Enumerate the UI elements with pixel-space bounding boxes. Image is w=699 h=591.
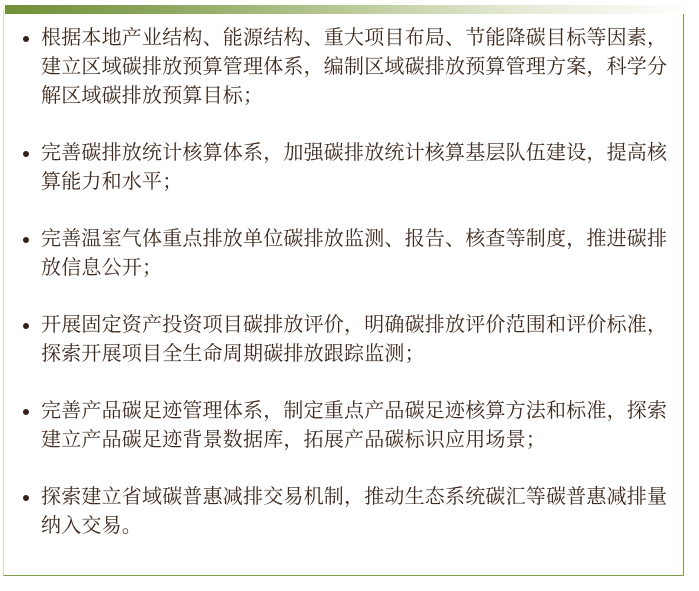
bullet-text: 开展固定资产投资项目碳排放评价，明确碳排放评价范围和评价标准，探索开展项目全生命周期碳排放跟踪监测； — [41, 314, 668, 365]
bullet-text: 根据本地产业结构、能源结构、重大项目布局、节能降碳目标等因素，建立区域碳排放预算管理体系，编制区域碳排放预算管理方案，科学分解区域碳排放预算目标； — [41, 27, 668, 107]
bullet-item — [21, 397, 669, 455]
bullet-text: 完善产品碳足迹管理体系，制定重点产品碳足迹核算方法和标准，探索建立产品碳足迹背景数据库，拓展产品碳标识应用场景； — [41, 400, 668, 451]
bullet-text: 完善温室气体重点排放单位碳排放监测、报告、核查等制度，推进碳排放信息公开； — [41, 228, 668, 279]
bullet-dot-icon — [23, 409, 29, 415]
content-area — [4, 10, 683, 541]
bullet-item — [21, 311, 669, 369]
bullet-list — [21, 24, 669, 541]
bullet-item — [21, 225, 669, 283]
bullet-text: 探索建立省域碳普惠减排交易机制，推动生态系统碳汇等碳普惠减排量纳入交易。 — [41, 486, 668, 537]
bullet-dot-icon — [23, 151, 29, 157]
bullet-text: 完善碳排放统计核算体系，加强碳排放统计核算基层队伍建设，提高核算能力和水平； — [41, 142, 668, 193]
bullet-dot-icon — [23, 237, 29, 243]
gradient-accent-bar — [5, 5, 694, 14]
bullet-dot-icon — [23, 36, 29, 42]
bullet-item — [21, 24, 669, 111]
bullet-item — [21, 483, 669, 541]
content-panel — [3, 9, 684, 576]
bullet-item — [21, 139, 669, 197]
bullet-dot-icon — [23, 323, 29, 329]
bullet-dot-icon — [23, 495, 29, 501]
